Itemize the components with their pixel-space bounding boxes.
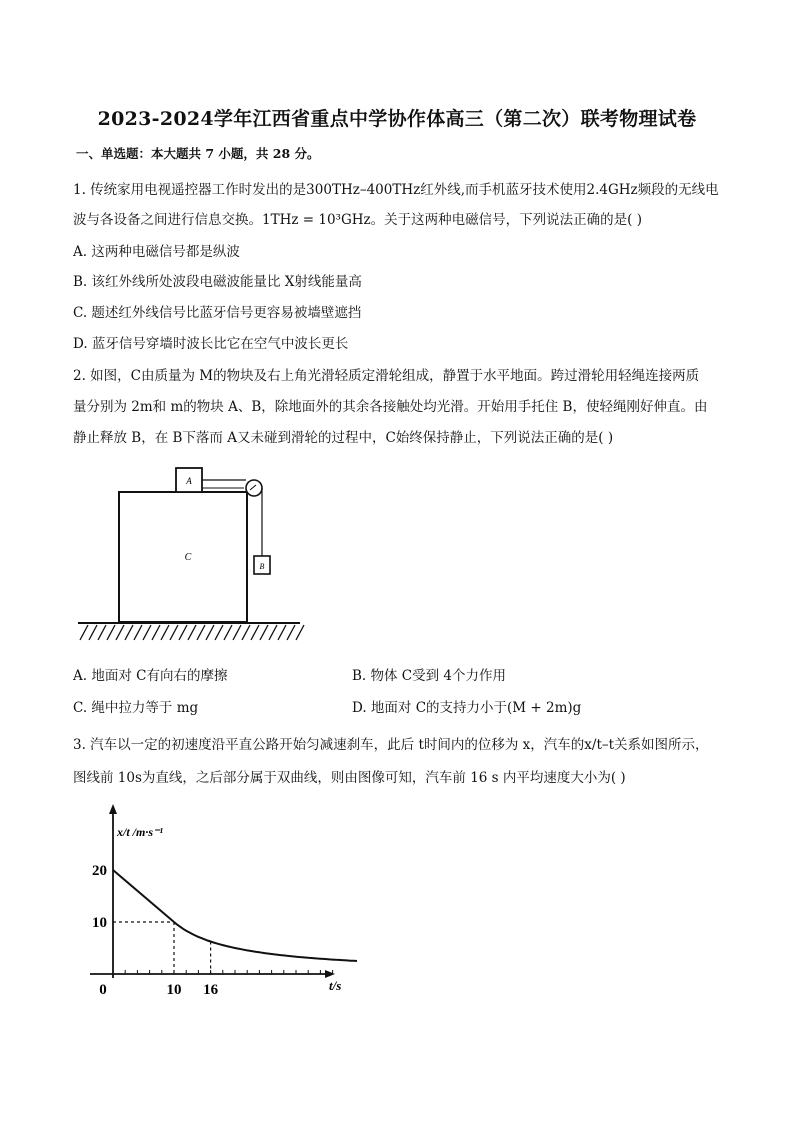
ground-hatch-mark [125,625,133,640]
ground-hatch-mark [215,625,223,640]
q2-option-d: D. 地面对 C的支持力小于(M + 2m)g [352,700,582,716]
ground-hatch-mark [296,625,304,640]
x-axis-label: t/s [329,978,342,993]
q2-stem-line-1: 2. 如图，C由质量为 M的物块及右上角光滑轻质定滑轮组成，静置于水平地面。跨过滑轮用轻绳连接两质 [73,368,700,384]
ground-hatch-mark [161,625,169,640]
q1-stem-line-1: 1. 传统家用电视遥控器工作时发出的是300THz–400THz红外线,而手机蓝牙技术使用2.4GHz频段的无线电 [73,182,719,198]
ground-hatch-mark [143,625,151,640]
q3-stem-line-2: 图线前 10s为直线，之后部分属于双曲线，则由图像可知，汽车前 16 s 内平均速度大小为( ) [73,770,626,786]
ground-hatching [80,625,304,640]
q2-stem-line-2: 量分别为 2m和 m的物块 A、B，除地面外的其余各接触处均光滑。开始用手托住 B，使轻绳刚好伸直。由 [73,399,708,415]
x-axis-arrow [325,970,335,978]
q1-option-d: D. 蓝牙信号穿墙时波长比它在空气中波长更长 [73,336,349,352]
ground-hatch-mark [224,625,232,640]
ground-hatch-mark [179,625,187,640]
series-hyperbola-segment [174,922,357,961]
q1-stem-line-2: 波与各设备之间进行信息交换。1THz = 10³GHz。关于这两种电磁信号，下列说法正确的是( ) [73,212,642,228]
ground-hatch-mark [233,625,241,640]
block-c [119,492,247,622]
ground-hatch-mark [170,625,178,640]
page-title: 2023-2024学年江西省重点中学协作体高三（第二次）联考物理试卷 [97,108,697,130]
ground-hatch-mark [80,625,88,640]
q2-stem-line-3: 静止释放 B，在 B下落而 A又未碰到滑轮的过程中，C始终保持静止，下列说法正确的是( ) [73,430,614,446]
q2-option-a: A. 地面对 C有向右的摩擦 [73,668,228,684]
ground-hatch-mark [206,625,214,640]
ground-hatch-mark [251,625,259,640]
ground-hatch-mark [89,625,97,640]
block-a-label: A [186,476,192,486]
x-tick-label: 16 [203,982,219,998]
ground-hatch-mark [197,625,205,640]
ground-hatch-mark [242,625,250,640]
ground-hatch-mark [134,625,142,640]
y-tick-label: 10 [92,915,107,931]
q2-option-c: C. 绳中拉力等于 mg [73,700,199,716]
block-b-label: B [259,562,265,571]
ground-hatch-mark [269,625,277,640]
q1-option-c: C. 题述红外线信号比蓝牙信号更容易被墙壁遮挡 [73,305,362,321]
y-axis-label: x/t /m·s⁻¹ [117,825,163,839]
y-tick-label: 20 [92,863,107,879]
q2-option-b: B. 物体 C受到 4个力作用 [352,668,507,684]
q3-stem-line-1: 3. 汽车以一定的初速度沿平直公路开始匀减速刹车，此后 t时间内的位移为 x，汽车的x/t–t关系如图所示， [73,737,709,753]
ground-hatch-mark [278,625,286,640]
q2-pulley-figure [72,452,308,648]
series-linear-segment [113,870,174,922]
x-tick-label: 10 [166,982,182,998]
q1-option-b: B. 该红外线所处波段电磁波能量比 X射线能量高 [73,274,362,290]
section-heading: 一、单选题：本大题共 7 小题，共 28 分。 [76,146,320,161]
ground-hatch-mark [98,625,106,640]
ground-hatch-mark [107,625,115,640]
ground-hatch-mark [287,625,295,640]
ground-hatch-mark [116,625,124,640]
x-tick-label: 0 [99,982,107,998]
q3-chart [80,798,370,1003]
y-axis-arrow [109,804,117,814]
pulley [246,480,262,496]
ground-hatch-mark [188,625,196,640]
ground-hatch-mark [152,625,160,640]
q1-option-a: A. 这两种电磁信号都是纵波 [73,244,240,260]
ground-hatch-mark [260,625,268,640]
block-c-label: C [184,552,192,563]
